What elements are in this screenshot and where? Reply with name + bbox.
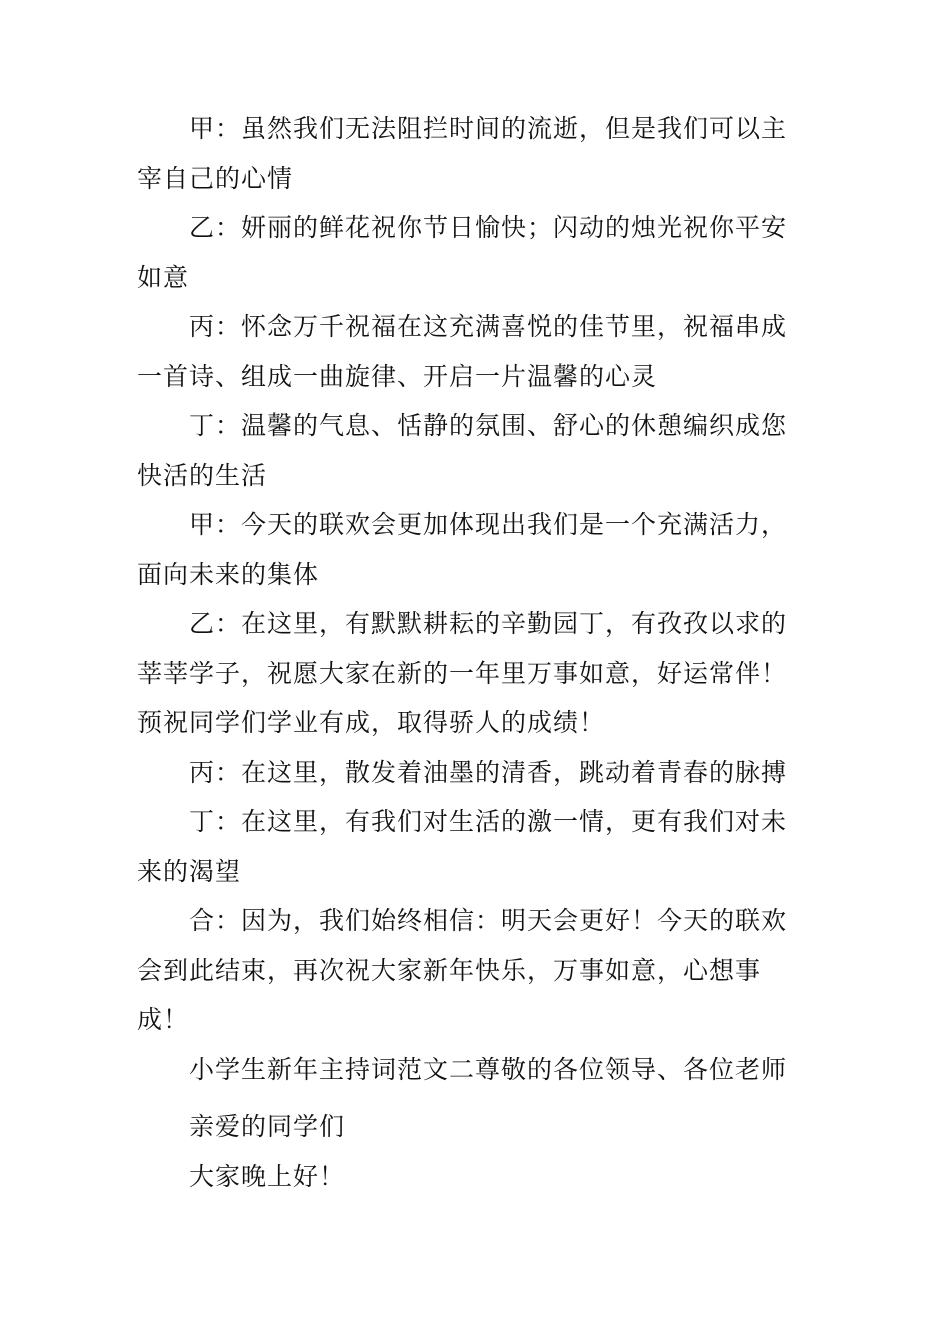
- paragraph-yi-1: 乙：妍丽的鲜花祝你节日愉快；闪动的烛光祝你平安如意: [137, 213, 788, 292]
- paragraph-jia-1: 甲：虽然我们无法阻拦时间的流逝，但是我们可以主宰自己的心情: [137, 114, 788, 193]
- paragraph-yi-2: 乙：在这里，有默默耕耘的辛勤园丁，有孜孜以求的莘莘学子，祝愿大家在新的一年里万事如意，好运常伴！预祝同学们学业有成，取得骄人的成绩！: [137, 609, 788, 737]
- paragraph-ding-1: 丁：温馨的气息、恬静的氛围、舒心的休憩编织成您快活的生活: [137, 411, 788, 490]
- paragraph-jia-2: 甲：今天的联欢会更加体现出我们是一个充满活力，面向未来的集体: [137, 510, 788, 589]
- paragraph-he: 合：因为，我们始终相信：明天会更好！今天的联欢会到此结束，再次祝大家新年快乐，万事如意，心想事成！: [137, 906, 788, 1034]
- paragraph-ding-2: 丁：在这里，有我们对生活的激一情，更有我们对未来的渴望: [137, 807, 788, 886]
- paragraph-greeting-students: 亲爱的同学们: [189, 1112, 346, 1141]
- paragraph-section-title: 小学生新年主持词范文二尊敬的各位领导、各位老师: [189, 1054, 788, 1084]
- paragraph-bing-1: 丙：怀念万千祝福在这充满喜悦的佳节里，祝福串成一首诗、组成一曲旋律、开启一片温馨的心灵: [137, 312, 788, 391]
- paragraph-greeting-evening: 大家晚上好！: [189, 1161, 346, 1191]
- document-body: [137, 104, 809, 1201]
- paragraph-bing-2: 丙：在这里，散发着油墨的清香，跳动着青春的脉搏: [189, 757, 788, 787]
